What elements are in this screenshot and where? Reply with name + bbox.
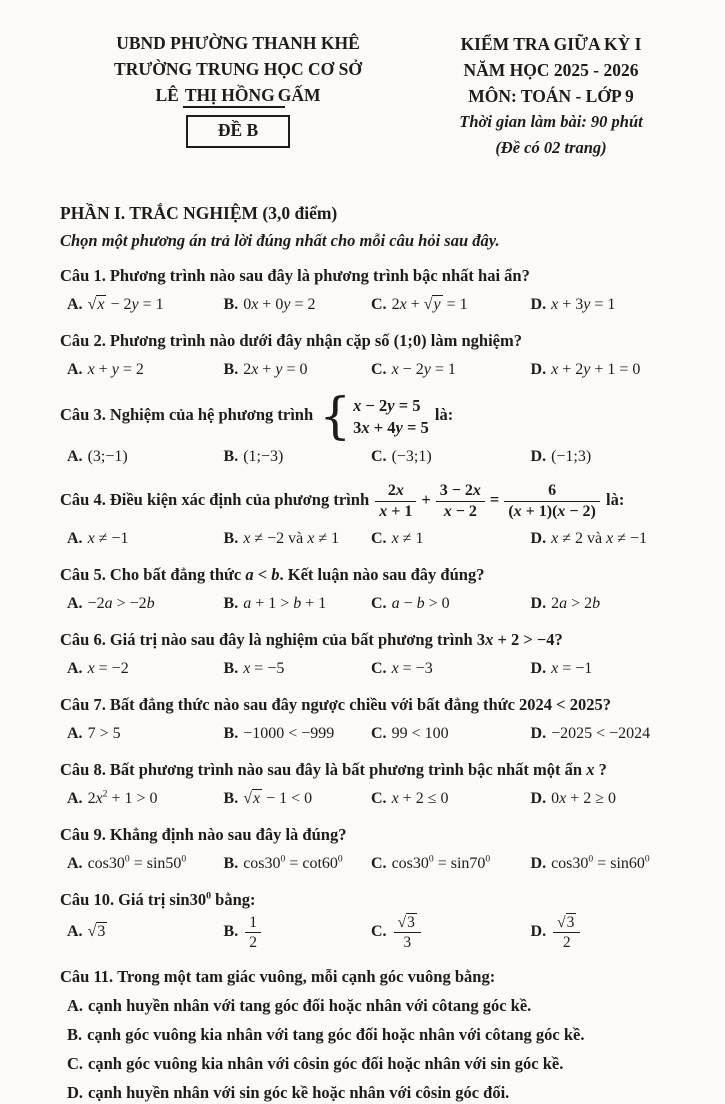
- option-value: $2x^2 + 1 > 0$: [87, 788, 158, 807]
- option-value: x ≠ 1: [391, 529, 424, 547]
- school-name-suffix: GẤM: [277, 85, 321, 105]
- option-value: 0x + 0y = 2: [243, 296, 316, 313]
- option-a: [67, 593, 224, 615]
- question-6-line: [60, 628, 669, 651]
- option-key: D.: [530, 659, 547, 677]
- option-value: x ≠ −2 và x ≠ 1: [243, 529, 340, 547]
- option-b: [224, 788, 371, 810]
- school-name: [82, 82, 394, 108]
- option-key: A.: [67, 529, 83, 547]
- option-value: x ≠ −1: [87, 529, 129, 547]
- option-a: [67, 921, 224, 943]
- option-value: 2a > 2b: [551, 594, 601, 612]
- question-7-line: [60, 693, 669, 716]
- option-c: [371, 528, 531, 550]
- option-b: [224, 913, 371, 952]
- question-5-label: Câu 5.: [60, 564, 106, 584]
- option-key: C.: [371, 724, 387, 742]
- option-value: a + 1 > b + 1: [243, 594, 327, 612]
- option-key: B.: [223, 922, 239, 940]
- option-value: 0x + 2 ≥ 0: [551, 789, 616, 807]
- exam-header: [60, 30, 669, 161]
- option-b: [224, 446, 371, 468]
- option-value: cạnh huyền nhân với sin góc kề hoặc nhân với côsin góc đối.: [88, 1082, 510, 1102]
- authority-name: UBND PHƯỜNG THANH KHÊ: [116, 33, 360, 53]
- question-9-text: Khẳng định nào sau đây là đúng?: [109, 824, 347, 844]
- option-c: [371, 446, 531, 468]
- question-1-label: Câu 1.: [60, 266, 106, 285]
- option-value: cạnh huyền nhân với tang góc đối hoặc nhân với côtang góc kề.: [88, 995, 532, 1015]
- option-value: x = −2: [87, 659, 129, 677]
- option-b: [224, 853, 371, 875]
- option-c: [371, 658, 531, 680]
- option-key: D.: [530, 922, 547, 940]
- school-type: TRƯỜNG TRUNG HỌC CƠ SỞ: [114, 59, 362, 79]
- option-b: [224, 528, 371, 550]
- option-key: D.: [530, 361, 547, 378]
- option-key: A.: [67, 594, 83, 612]
- question-6-text: Giá trị nào sau đây là nghiệm của bất phương trình 3x + 2 > −4?: [109, 629, 563, 649]
- option-value: cạnh góc vuông kia nhân với côsin góc đối hoặc nhân với sin góc kề.: [88, 1053, 564, 1073]
- option-key: B.: [223, 724, 239, 742]
- question-9-line: [60, 823, 669, 846]
- question-9: [60, 823, 669, 875]
- option-key: D.: [67, 1082, 84, 1102]
- question-8-text: Bất phương trình nào sau đây là bất phương trình bậc nhất một ẩn x ?: [109, 759, 607, 779]
- option-value: $\cos 30^0 = \sin 70^0$: [391, 853, 491, 872]
- question-8-line: [60, 758, 669, 781]
- subject-line: MÔN: TOÁN - LỚP 9: [468, 86, 634, 106]
- option-d: [67, 1081, 669, 1104]
- question-10-line: [60, 888, 669, 911]
- option-b: [224, 658, 371, 680]
- option-c: [371, 913, 531, 952]
- option-key: A.: [67, 659, 83, 677]
- question-8: [60, 758, 669, 810]
- option-key: C.: [371, 789, 387, 807]
- question-11-label: Câu 11.: [60, 966, 114, 986]
- option-key: D.: [530, 529, 547, 547]
- question-2-options: [60, 359, 669, 381]
- question-10-label: Câu 10.: [60, 889, 115, 909]
- option-value: 7 > 5: [87, 724, 121, 742]
- question-9-options: [60, 853, 669, 875]
- option-key: B.: [67, 1024, 83, 1044]
- option-value: x + 2 ≤ 0: [391, 789, 449, 807]
- option-d: [531, 528, 669, 550]
- option-key: A.: [67, 724, 83, 742]
- option-key: A.: [67, 448, 83, 465]
- question-3: [60, 387, 669, 468]
- question-7-label: Câu 7.: [60, 694, 106, 714]
- question-3-options: [60, 446, 669, 468]
- option-value: $\cos 30^0 = \sin 60^0$: [551, 853, 650, 872]
- option-b: [224, 359, 371, 381]
- question-4: [60, 481, 669, 550]
- option-a: [67, 359, 224, 381]
- duration-line: Thời gian làm bài: 90 phút: [459, 112, 643, 131]
- option-key: B.: [223, 659, 239, 677]
- exam-info-block: [433, 31, 669, 161]
- question-9-label: Câu 9.: [60, 824, 106, 844]
- option-b: [67, 1023, 669, 1046]
- option-c: [67, 1052, 669, 1075]
- question-1-options: [60, 294, 669, 316]
- question-10-options: [60, 913, 669, 952]
- question-6-label: Câu 6.: [60, 629, 106, 649]
- option-a: [67, 788, 224, 810]
- option-key: B.: [223, 296, 239, 313]
- question-6-options: [60, 658, 669, 680]
- option-value: 2x + y = 0: [243, 361, 308, 378]
- question-7: [60, 693, 669, 745]
- question-5-line: [60, 563, 669, 586]
- option-key: A.: [67, 854, 83, 872]
- option-a: [67, 528, 224, 550]
- question-3-line: [60, 387, 669, 445]
- question-4-line: [60, 481, 669, 521]
- option-value: −2025 < −2024: [551, 724, 651, 742]
- option-value: x = −3: [391, 659, 433, 677]
- question-11-options: [60, 994, 669, 1104]
- option-value: −1000 < −999: [243, 724, 335, 742]
- option-key: C.: [371, 296, 387, 313]
- option-value: x + 2y + 1 = 0: [551, 361, 641, 378]
- school-name-underlined: THỊ HỒNG: [183, 85, 285, 108]
- option-c: [371, 359, 531, 381]
- option-key: C.: [371, 659, 387, 677]
- option-value: √x − 2y = 1: [87, 296, 164, 313]
- question-8-label: Câu 8.: [60, 759, 106, 779]
- option-b: [224, 723, 371, 745]
- option-value: $\cos 30^0 = \sin 50^0$: [87, 853, 187, 872]
- question-2-label: Câu 2.: [60, 331, 106, 350]
- question-5-options: [60, 593, 669, 615]
- question-10-text: Giá trị $\sin 30^0$ bằng:: [118, 889, 256, 909]
- option-key: D.: [530, 789, 547, 807]
- option-value: x ≠ 2 và x ≠ −1: [551, 529, 647, 547]
- option-value: (−3;1): [391, 448, 432, 465]
- question-1-text: Phương trình nào sau đây là phương trình bậc nhất hai ẩn?: [109, 266, 530, 285]
- option-value: $\frac{√3}{3}$: [392, 923, 423, 940]
- question-7-text: Bất đẳng thức nào sau đây ngược chiều với bất đẳng thức 2024 < 2025?: [109, 694, 611, 714]
- option-key: D.: [530, 448, 547, 465]
- question-2-line: [60, 329, 669, 352]
- option-key: A.: [67, 296, 83, 313]
- question-8-options: [60, 788, 669, 810]
- option-key: C.: [371, 854, 387, 872]
- section-title: PHẦN I. TRẮC NGHIỆM (3,0 điểm): [60, 203, 338, 223]
- option-key: A.: [67, 923, 83, 941]
- question-3-text: Nghiệm của hệ phương trình { x − 2y = 5 3x + 4y = 5 là:: [109, 387, 454, 445]
- option-key: B.: [223, 529, 239, 547]
- option-key: B.: [223, 448, 239, 465]
- option-d: [531, 446, 669, 468]
- question-4-label: Câu 4.: [60, 489, 106, 509]
- option-value: (3;−1): [87, 448, 128, 465]
- school-name-prefix: LÊ: [155, 85, 179, 105]
- question-11: [60, 965, 669, 1104]
- option-d: [531, 853, 669, 875]
- pages-note: (Đề có 02 trang): [495, 138, 607, 157]
- option-c: [371, 294, 531, 316]
- option-c: [371, 723, 531, 745]
- option-a: [67, 994, 669, 1017]
- option-value: x + y = 2: [87, 361, 144, 378]
- question-5-text: Cho bất đẳng thức a < b. Kết luận nào sau đây đúng?: [109, 564, 485, 584]
- option-a: [67, 446, 224, 468]
- option-key: C.: [371, 594, 387, 612]
- question-1: [60, 264, 669, 316]
- option-value: $\cos 30^0 = \cot 60^0$: [243, 853, 343, 872]
- option-key: D.: [530, 854, 547, 872]
- option-value: x = −5: [243, 659, 285, 677]
- option-key: A.: [67, 995, 84, 1015]
- question-1-line: [60, 264, 669, 287]
- option-b: [224, 294, 371, 316]
- exam-title: KIỂM TRA GIỮA KỲ I: [460, 34, 642, 54]
- option-value: 2x + √y = 1: [391, 296, 468, 313]
- option-value: x = −1: [551, 659, 593, 677]
- option-key: C.: [371, 448, 387, 465]
- option-value: x + 3y = 1: [551, 296, 616, 313]
- option-c: [371, 593, 531, 615]
- option-key: B.: [223, 361, 239, 378]
- school-year: NĂM HỌC 2025 - 2026: [463, 60, 639, 80]
- option-d: [531, 593, 669, 615]
- question-2: [60, 329, 669, 381]
- option-key: B.: [223, 594, 239, 612]
- option-value: cạnh góc vuông kia nhân với tang góc đối hoặc nhân với côtang góc kề.: [87, 1024, 585, 1044]
- option-a: [67, 294, 224, 316]
- section-instruction: Chọn một phương án trả lời đúng nhất cho mỗi câu hỏi sau đây.: [60, 231, 500, 250]
- option-value: a − b > 0: [391, 594, 450, 612]
- question-10: [60, 888, 669, 952]
- option-d: [531, 658, 669, 680]
- option-d: [531, 294, 669, 316]
- option-value: (−1;3): [551, 448, 592, 465]
- question-4-text: Điều kiện xác định của phương trình $\frac{2x}{x + 1}$ + $\frac{3 - 2x}{x - 2}$ = $\frac{6}{(x + 1)(x - 2)}$ là:: [109, 482, 625, 520]
- option-a: [67, 723, 224, 745]
- question-11-line: [60, 965, 669, 988]
- exam-code-box: ĐỀ B: [186, 115, 290, 148]
- question-5: [60, 563, 669, 615]
- option-b: [224, 593, 371, 615]
- question-4-options: [60, 528, 669, 550]
- option-key: B.: [223, 789, 239, 807]
- question-6: [60, 628, 669, 680]
- question-7-options: [60, 723, 669, 745]
- question-2-text: Phương trình nào dưới đây nhận cặp số (1;0) làm nghiệm?: [109, 331, 522, 350]
- option-d: [531, 359, 669, 381]
- option-key: A.: [67, 789, 83, 807]
- option-key: D.: [530, 594, 547, 612]
- option-d: [531, 723, 669, 745]
- question-11-text: Trong một tam giác vuông, mỗi cạnh góc vuông bằng:: [117, 966, 496, 986]
- option-c: [371, 853, 531, 875]
- option-key: C.: [371, 922, 387, 940]
- option-value: √x − 1 < 0: [243, 789, 313, 807]
- option-value: $\frac{√3}{2}$: [551, 923, 582, 940]
- option-value: x − 2y = 1: [391, 361, 456, 378]
- option-a: [67, 853, 224, 875]
- option-key: D.: [530, 724, 547, 742]
- school-block: [82, 30, 394, 148]
- option-value: √3: [87, 923, 106, 941]
- option-d: [531, 788, 669, 810]
- option-value: 99 < 100: [391, 724, 449, 742]
- option-key: C.: [371, 529, 387, 547]
- option-key: A.: [67, 361, 83, 378]
- option-key: B.: [223, 854, 239, 872]
- question-3-label: Câu 3.: [60, 405, 106, 425]
- option-value: (1;−3): [243, 448, 284, 465]
- option-a: [67, 658, 224, 680]
- option-value: $\frac{1}{2}$: [243, 923, 263, 940]
- option-key: C.: [371, 361, 387, 378]
- option-value: −2a > −2b: [87, 594, 155, 612]
- option-c: [371, 788, 531, 810]
- option-key: D.: [530, 296, 547, 313]
- option-key: C.: [67, 1053, 84, 1073]
- option-d: [531, 913, 669, 952]
